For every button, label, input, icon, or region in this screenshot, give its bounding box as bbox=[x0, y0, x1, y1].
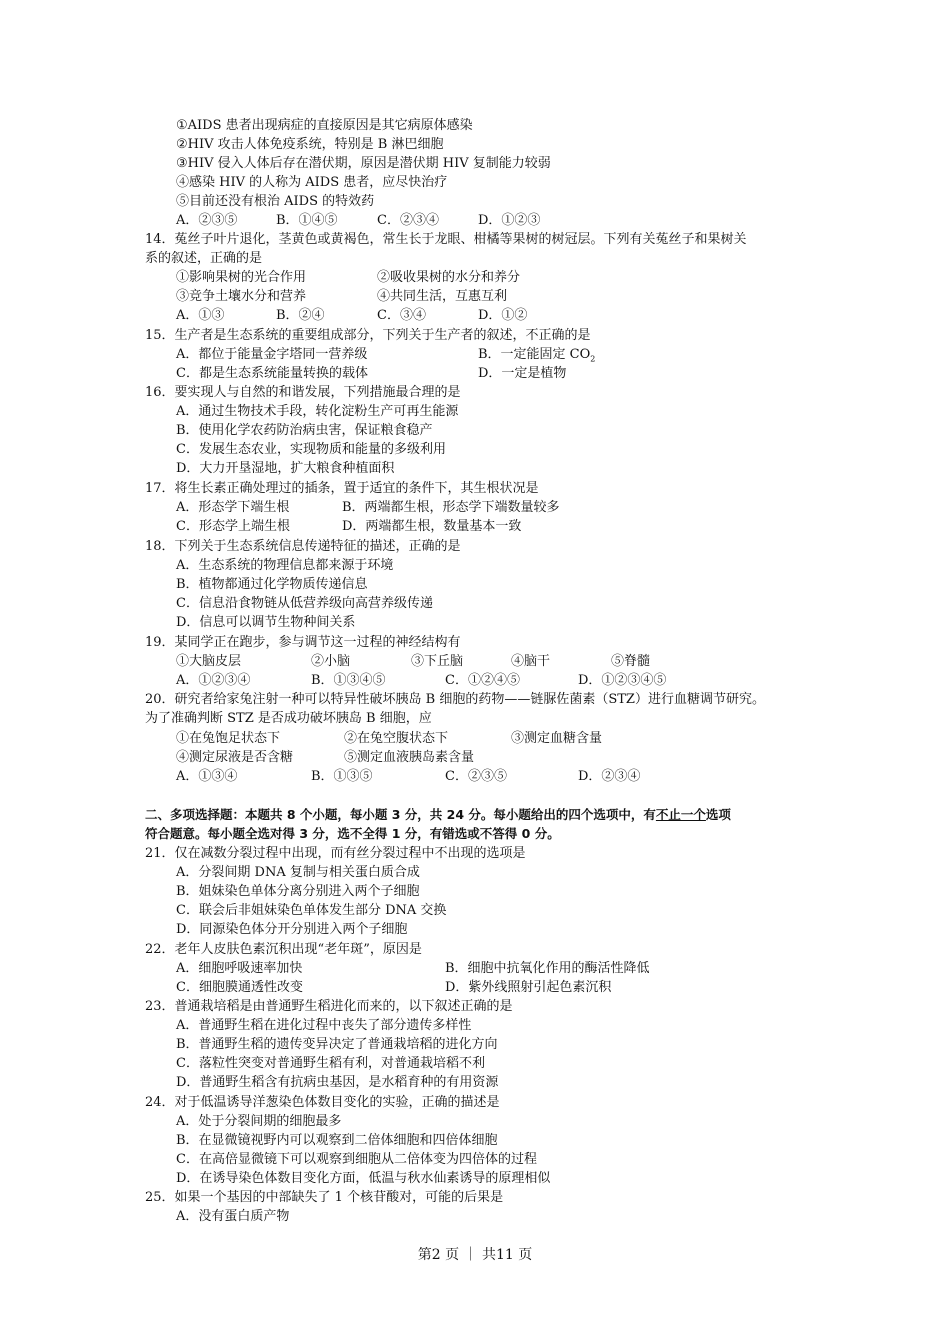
q20-statement-2: ②在兔空腹状态下 bbox=[344, 731, 449, 746]
q20-option-c: C．②③⑤ bbox=[445, 769, 507, 784]
q23-stem: 23．普通栽培稻是由普通野生稻进化而来的，以下叙述正确的是 bbox=[145, 999, 513, 1014]
q14-stem: 14．菟丝子叶片退化，茎黄色或黄褐色，常生长于龙眼、柑橘等果树的树冠层。下列有关菟丝子和果树关 bbox=[145, 232, 747, 247]
q18-option-c: C．信息沿食物链从低营养级向高营养级传递 bbox=[176, 596, 433, 611]
page-footer: 第2 页 ｜ 共11 页 bbox=[417, 1247, 533, 1263]
q23-option-d: D．普通野生稻含有抗病虫基因，是水稻育种的有用资源 bbox=[176, 1075, 499, 1090]
q20-option-d: D．②③④ bbox=[578, 769, 641, 784]
q20-option-a: A．①③④ bbox=[176, 769, 238, 784]
q16-option-c: C．发展生态农业，实现物质和能量的多级利用 bbox=[176, 442, 446, 457]
q19-item-4: ④脑干 bbox=[511, 654, 551, 669]
q17-option-c: C．形态学上端生根 bbox=[176, 519, 290, 534]
q18-option-d: D．信息可以调节生物种间关系 bbox=[176, 615, 356, 630]
q13-statement-4: ④感染 HIV 的人称为 AIDS 患者，应尽快治疗 bbox=[176, 175, 448, 190]
section-2-heading: 二、多项选择题：本题共 8 个小题，每小题 3 分，共 24 分。每小题给出的四个选项中，有不止一个选项 bbox=[145, 807, 731, 822]
q25-stem: 25．如果一个基因的中部缺失了 1 个核苷酸对，可能的后果是 bbox=[145, 1190, 504, 1205]
q14-option-c: C．③④ bbox=[377, 308, 426, 323]
q23-option-c: C．落粒性突变对普通野生稻有利，对普通栽培稻不利 bbox=[176, 1056, 485, 1071]
q19-option-c: C．①②④⑤ bbox=[445, 673, 520, 688]
q14-statement-3: ③竞争土壤水分和营养 bbox=[176, 289, 307, 304]
q15-stem: 15．生产者是生态系统的重要组成部分，下列关于生产者的叙述，不正确的是 bbox=[145, 328, 591, 343]
q13-option-d: D．①②③ bbox=[478, 213, 541, 228]
q20-stem: 20．研究者给家兔注射一种可以特异性破坏胰岛 B 细胞的药物——链脲佐菌素（STZ）进行血糖调节研究。 bbox=[145, 692, 765, 707]
q21-option-a: A．分裂间期 DNA 复制与相关蛋白质合成 bbox=[176, 865, 420, 880]
q22-option-c: C．细胞膜通透性改变 bbox=[176, 980, 303, 995]
q18-option-a: A．生态系统的物理信息都来源于环境 bbox=[176, 558, 394, 573]
q17-option-b: B．两端都生根，形态学下端数量较多 bbox=[342, 500, 560, 515]
q24-option-a: A．处于分裂间期的细胞最多 bbox=[176, 1114, 342, 1129]
q23-option-b: B．普通野生稻的遗传变异决定了普通栽培稻的进化方向 bbox=[176, 1037, 498, 1052]
q22-option-d: D．紫外线照射引起色素沉积 bbox=[445, 980, 612, 995]
section-2-heading-cont: 符合题意。每小题全选对得 3 分，选不全得 1 分，有错选或不答得 0 分。 bbox=[145, 826, 560, 841]
q17-option-a: A．形态学下端生根 bbox=[176, 500, 290, 515]
q16-option-a: A．通过生物技术手段，转化淀粉生产可再生能源 bbox=[176, 404, 459, 419]
q20-statement-1: ①在兔饱足状态下 bbox=[176, 731, 281, 746]
q18-option-b: B．植物都通过化学物质传递信息 bbox=[176, 577, 368, 592]
q13-statement-5: ⑤目前还没有根治 AIDS 的特效药 bbox=[176, 194, 375, 209]
q14-stem-cont: 系的叙述，正确的是 bbox=[145, 251, 263, 266]
q21-option-d: D．同源染色体分开分别进入两个子细胞 bbox=[176, 922, 408, 937]
q24-option-d: D．在诱导染色体数目变化方面，低温与秋水仙素诱导的原理相似 bbox=[176, 1171, 551, 1186]
q15-option-b: B．一定能固定 $CO_2$ bbox=[478, 347, 596, 364]
q24-option-c: C．在高倍显微镜下可以观察到细胞从二倍体变为四倍体的过程 bbox=[176, 1152, 537, 1167]
q15-option-c: C．都是生态系统能量转换的载体 bbox=[176, 366, 368, 381]
q20-option-b: B．①③⑤ bbox=[311, 769, 373, 784]
q17-option-d: D．两端都生根，数量基本一致 bbox=[342, 519, 522, 534]
q19-stem: 19．某同学正在跑步，参与调节这一过程的神经结构有 bbox=[145, 635, 461, 650]
q15-option-d: D．一定是植物 bbox=[478, 366, 567, 381]
q22-stem: 22．老年人皮肤色素沉积出现“老年斑”，原因是 bbox=[145, 942, 422, 957]
q14-statement-1: ①影响果树的光合作用 bbox=[176, 270, 307, 285]
q21-option-c: C．联会后非姐妹染色单体发生部分 DNA 交换 bbox=[176, 903, 447, 918]
q13-option-c: C．②③④ bbox=[377, 213, 439, 228]
q13-statement-1: ①AIDS 患者出现病症的直接原因是其它病原体感染 bbox=[176, 118, 473, 133]
q13-statement-2: ②HIV 攻击人体免疫系统，特别是 B 淋巴细胞 bbox=[176, 137, 444, 152]
q19-item-5: ⑤脊髓 bbox=[611, 654, 651, 669]
q19-option-d: D．①②③④⑤ bbox=[578, 673, 667, 688]
q14-option-a: A．①③ bbox=[176, 308, 225, 323]
q24-option-b: B．在显微镜视野内可以观察到二倍体细胞和四倍体细胞 bbox=[176, 1133, 498, 1148]
q21-stem: 21．仅在减数分裂过程中出现，而有丝分裂过程中不出现的选项是 bbox=[145, 846, 526, 861]
q17-stem: 17．将生长素正确处理过的插条，置于适宜的条件下，其生根状况是 bbox=[145, 481, 539, 496]
q20-stem-cont: 为了准确判断 STZ 是否成功破坏胰岛 B 细胞，应 bbox=[145, 711, 432, 726]
q13-option-a: A．②③⑤ bbox=[176, 213, 238, 228]
q19-item-3: ③下丘脑 bbox=[411, 654, 464, 669]
q13-statement-3: ③HIV 侵入人体后存在潜伏期，原因是潜伏期 HIV 复制能力较弱 bbox=[176, 156, 551, 171]
q24-stem: 24．对于低温诱导洋葱染色体数目变化的实验，正确的描述是 bbox=[145, 1095, 500, 1110]
q22-option-a: A．细胞呼吸速率加快 bbox=[176, 961, 303, 976]
q19-option-b: B．①③④⑤ bbox=[311, 673, 386, 688]
q16-option-b: B．使用化学农药防治病虫害，保证粮食稳产 bbox=[176, 423, 433, 438]
q22-option-b: B．细胞中抗氧化作用的酶活性降低 bbox=[445, 961, 650, 976]
q20-statement-3: ③测定血糖含量 bbox=[511, 731, 603, 746]
q18-stem: 18．下列关于生态系统信息传递特征的描述，正确的是 bbox=[145, 539, 461, 554]
q14-statement-4: ④共同生活，互惠互利 bbox=[377, 289, 508, 304]
q20-statement-4: ④测定尿液是否含糖 bbox=[176, 750, 294, 765]
q20-statement-5: ⑤测定血液胰岛素含量 bbox=[344, 750, 475, 765]
q19-option-a: A．①②③④ bbox=[176, 673, 251, 688]
co2-subscript: 2 bbox=[590, 354, 596, 364]
q16-option-d: D．大力开垦湿地，扩大粮食种植面积 bbox=[176, 461, 395, 476]
q23-option-a: A．普通野生稻在进化过程中丧失了部分遗传多样性 bbox=[176, 1018, 472, 1033]
q16-stem: 16．要实现人与自然的和谐发展，下列措施最合理的是 bbox=[145, 385, 461, 400]
q15-option-a: A．都位于能量金字塔同一营养级 bbox=[176, 347, 368, 362]
q19-item-2: ②小脑 bbox=[311, 654, 351, 669]
q21-option-b: B．姐妹染色单体分离分别进入两个子细胞 bbox=[176, 884, 420, 899]
q14-option-d: D．①② bbox=[478, 308, 528, 323]
q19-item-1: ①大脑皮层 bbox=[176, 654, 242, 669]
q14-statement-2: ②吸收果树的水分和养分 bbox=[377, 270, 521, 285]
q13-option-b: B．①④⑤ bbox=[276, 213, 338, 228]
q14-option-b: B．②④ bbox=[276, 308, 325, 323]
q25-option-a: A．没有蛋白质产物 bbox=[176, 1209, 290, 1224]
underlined-phrase: 不止一个 bbox=[655, 807, 706, 822]
